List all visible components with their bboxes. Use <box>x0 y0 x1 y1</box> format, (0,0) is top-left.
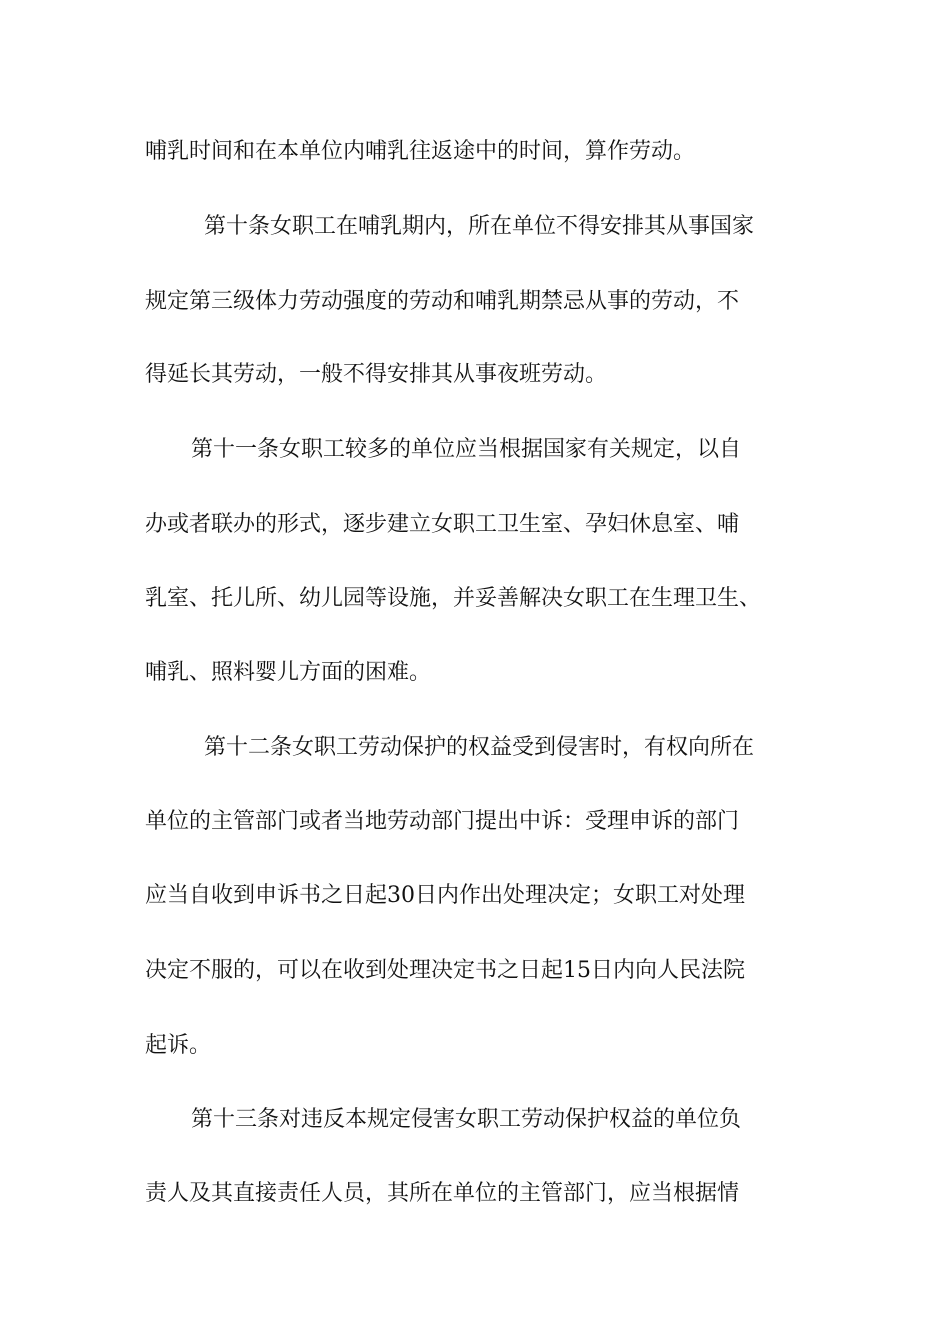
text-line: 起诉。 <box>145 1033 212 1058</box>
text-line: 单位的主管部门或者当地劳动部门提出中诉：受理申诉的部门 <box>145 809 740 834</box>
paragraph-article-10-line: 第十条女职工在哺乳期内，所在单位不得安排其从事国家 <box>204 214 755 239</box>
paragraph-article-12-line: 第十二条女职工劳动保护的权益受到侵害时，有权向所在 <box>204 735 755 760</box>
text-line: 得延长其劳动，一般不得安排其从事夜班劳动。 <box>145 362 608 387</box>
paragraph-article-13-line: 第十三条对违反本规定侵害女职工劳动保护权益的单位负 <box>191 1107 742 1132</box>
text-line: 哺乳、照料婴儿方面的困难。 <box>145 660 432 685</box>
text-line: 责人及其直接责任人员，其所在单位的主管部门，应当根据情 <box>145 1181 740 1206</box>
text-line: 办或者联办的形式，逐步建立女职工卫生室、孕妇休息室、哺 <box>145 512 740 537</box>
text-line: 决定不服的，可以在收到处理决定书之日起15日内向人民法院 <box>145 958 745 983</box>
text-line: 哺乳时间和在本单位内哺乳往返途中的时间，算作劳动。 <box>145 139 696 164</box>
paragraph-article-11-line: 第十一条女职工较多的单位应当根据国家有关规定，以自 <box>191 437 742 462</box>
text-line: 应当自收到申诉书之日起30日内作出处理决定；女职工对处理 <box>145 883 745 908</box>
text-line: 规定第三级体力劳动强度的劳动和哺乳期禁忌从事的劳动，不 <box>145 289 740 314</box>
text-line: 乳室、托儿所、幼儿园等设施，并妥善解决女职工在生理卫生、 <box>145 586 762 611</box>
